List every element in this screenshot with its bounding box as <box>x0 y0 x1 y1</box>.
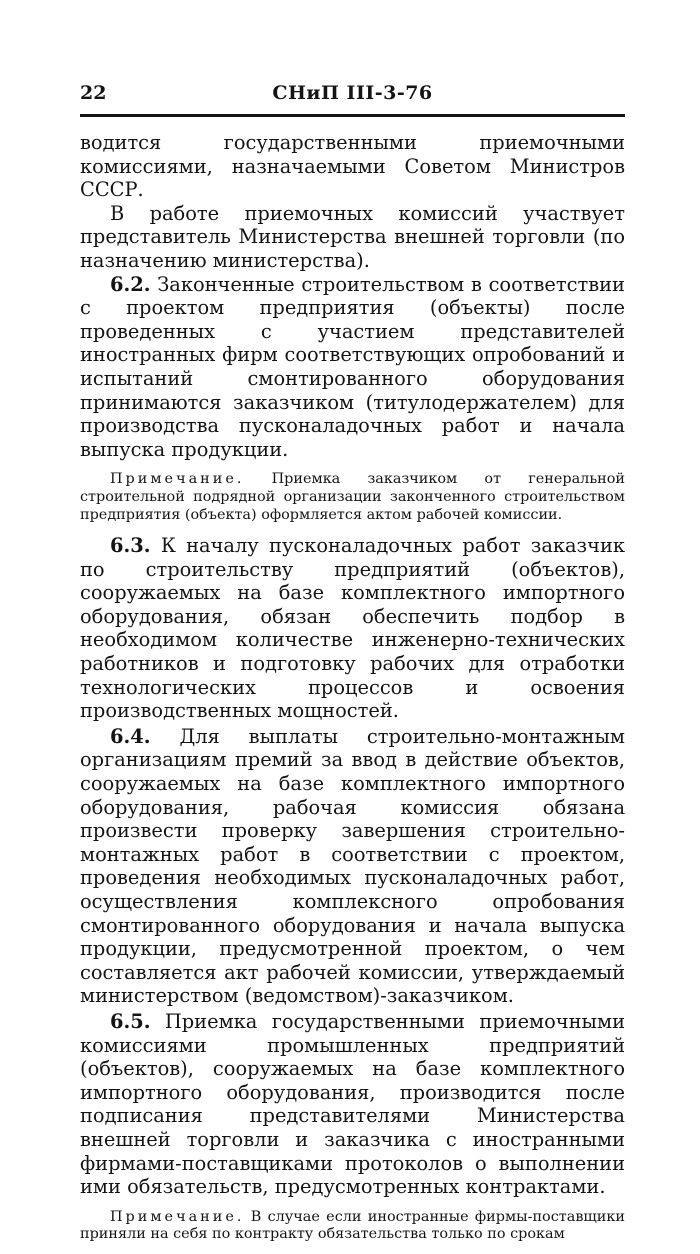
paragraph-text: К началу пусконаладочных работ заказчик по строительству предприятий (объектов), сооружаемых на базе комплектного импортного оборудования, обязан обеспечить подбор в необходимом количестве инженерно-технических работников и подготовку рабочих для отработки технологических процессов и освоения производственных мощностей. <box>80 534 625 723</box>
note-label: Примечание. <box>110 1208 245 1225</box>
paragraph-6-2 <box>80 273 625 462</box>
paragraph-number: 6.4. <box>110 724 151 748</box>
paragraph-text: водится государственными приемочными комиссиями, назначаемыми Советом Министров СССР. <box>80 131 625 202</box>
document-page <box>80 82 625 1254</box>
paragraph-6-5 <box>80 1010 625 1199</box>
paragraph-trade-ministry <box>80 202 625 273</box>
paragraph-text: Законченные строительством в соответствии с проектом предприятия (объекты) после проведенных с участием представителей иностранных фирм соответствующих опробований и испытаний смонтированного оборудования принимаются заказчиком (титулодержателем) для производства пусконаладочных работ и начала выпуска продукции. <box>80 272 625 461</box>
page-number: 22 <box>80 82 107 104</box>
paragraph-text: Приемка государственными приемочными комиссиями промышленных предприятий (объектов), сооружаемых на базе комплектного импортного оборудования, производится после подписания представителями Министерства внешней торговли и заказчика с иностранными фирмами-поставщиками протоколов о выполнении ими обязательств, предусмотренных контрактами. <box>80 1009 625 1199</box>
note-2 <box>80 1209 625 1244</box>
paragraph-number: 6.2. <box>110 272 151 296</box>
paragraph-number: 6.3. <box>110 534 151 558</box>
paragraph-text: В работе приемочных комиссий участвует представитель Министерства внешней торговли (по назначению министерства). <box>80 201 625 272</box>
note-1 <box>80 471 625 524</box>
paragraph-6-4 <box>80 725 625 1008</box>
note-text: В случае если иностранные фирмы-поставщики приняли на себя по контракту обязательства только по срокам <box>80 1208 625 1243</box>
paragraph-6-3 <box>80 534 625 723</box>
paragraph-text: Для выплаты строительно-монтажным организациям премий за ввод в действие объектов, сооружаемых на базе комплектного импортного оборудования, рабочая комиссия обязана произвести проверку завершения строительно-монтажных работ в соответствии с проектом, проведения необходимых пусконаладочных работ, осуществления комплексного опробования смонтированного оборудования и начала выпуска продукции, предусмотренной проектом, о чем составляется акт рабочей комиссии, утверждаемый министерством (ведомством)-заказчиком. <box>80 724 625 1008</box>
paragraph-number: 6.5. <box>110 1009 151 1033</box>
note-label: Примечание. <box>110 471 245 488</box>
header-rule <box>80 114 625 117</box>
page-header <box>80 82 625 112</box>
paragraph-continuation <box>80 131 625 202</box>
document-code: СНиП III-3-76 <box>272 82 433 104</box>
note-text: Приемка заказчиком от генеральной строительной подрядной организации законченного строительством предприятия (объекта) оформляется актом рабочей комиссии. <box>80 471 626 523</box>
